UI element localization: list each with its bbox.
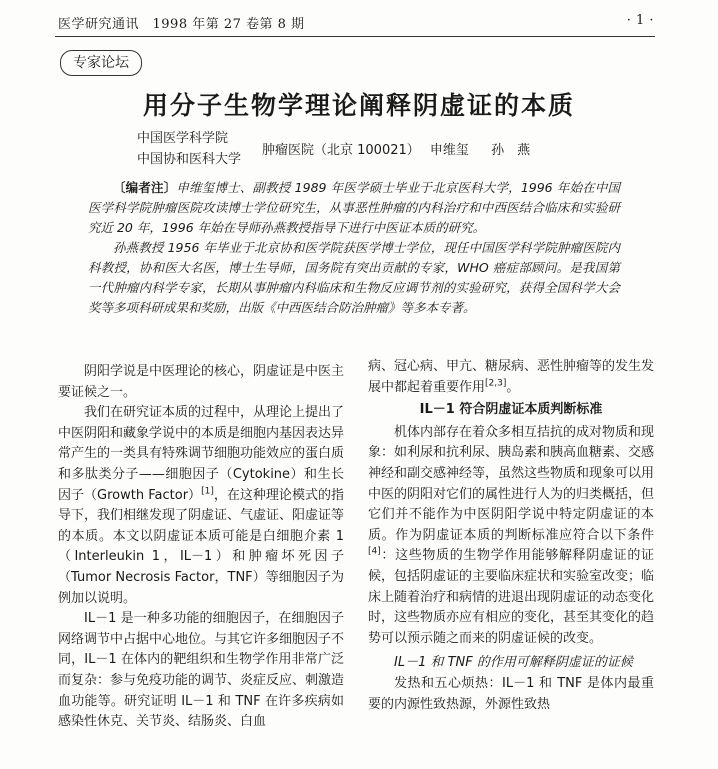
editor-note-label: 〔编者注〕 (113, 180, 177, 195)
editor-note-text-1: 申维玺博士、副教授 1989 年医学硕士毕业于北京医科大学，1996 年始在中国医学科学院肿瘤医院攻读博士学位研究生，从事恶性肿瘤的内科治疗和中西医结合临床和实验研究近 20 年，1996 年始在导师孙燕教授指导下进行中医证本质的研究。 (88, 180, 620, 235)
right-paragraph-3: 发热和五心烦热：IL－1 和 TNF 是体内最重要的内源性致热源，外源性致热 (368, 675, 654, 712)
column-badge: 专家论坛 (60, 50, 142, 76)
left-paragraph-1: 阴阳学说是中医理论的核心，阴虚证是中医主要证候之一。 (58, 364, 345, 400)
left-paragraph-2 (58, 403, 344, 609)
institutions (137, 128, 241, 170)
institution-1: 中国医学科学院 (137, 131, 229, 146)
subheading: IL－1 和 TNF 的作用可解释阴虚证的证候 (394, 655, 633, 671)
left-column (58, 362, 344, 733)
right-paragraph-2 (368, 423, 654, 650)
editor-note-paragraph-2: 孙燕教授 1956 年毕业于北京协和医学院获医学博士学位，现任中国医学科学院肿瘤医院内科教授，协和医大名医，博士生导师，国务院有突出贡献的专家，WHO 癌症部顾问。是我国第一代肿瘤内科学专家，长期从事肿瘤内科临床和生物反应调节剂的实验研究，获得全国科学大会奖等多项科研成果和奖励，出版《中西医结合防治肿瘤》等多本专著。 (88, 240, 620, 315)
right-paragraph-1-end: 。 (506, 379, 520, 395)
citation-4: [4] (368, 547, 381, 558)
right-column (368, 357, 654, 715)
header-rule (55, 36, 655, 37)
author-1: 申维玺 (429, 143, 469, 158)
author-2: 孙 燕 (491, 143, 531, 158)
right-paragraph-1-text: 病、冠心病、甲亢、糖尿病、恶性肿瘤等的发生发展中都起着重要作用 (368, 359, 655, 395)
left-paragraph-2-continued: ，在这种理论模式的指导下，我们相继发现了阴虚证、气虚证、阳虚证等的本质。本文以阴虚证本质可能是白细胞介素 1（Interleukin 1，IL－1）和肿瘤坏死因子（Tumor Necrosis Factor，TNF）等细胞因子为例加以说明。 (58, 487, 345, 606)
citation-1: [1] (201, 486, 214, 497)
editor-note-paragraph-1 (88, 178, 620, 238)
hospital: 肿瘤医院（北京 100021） (262, 143, 420, 158)
institution-2: 中国协和医科大学 (137, 152, 242, 167)
article-title: 用分子生物学理论阐释阴虚证的本质 (142, 91, 575, 120)
section-heading: IL－1 符合阴虚证本质判断标准 (419, 402, 603, 418)
editor-note (88, 178, 620, 318)
left-paragraph-2-text: 我们在研究证本质的过程中，从理论上提出了中医阴阳和藏象学说中的本质是细胞内基因表达异常产生的一类具有特殊调节细胞功能效应的蛋白质和多肽类分子——细胞因子（Cytokine）和生长因子（Growth Factor） (58, 405, 345, 503)
running-header (58, 11, 654, 33)
journal-citation: 医学研究通讯 1998 年第 27 卷第 8 期 (58, 17, 305, 32)
right-paragraph-2-text: 机体内部存在着众多相互拮抗的成对物质和现象：如利尿和抗利尿、胰岛素和胰高血糖素、交感神经和副交感神经等，虽然这些物质和现象可以用中医的阴阳对它们的属性进行人为的归类概括，但它们并不能作为中医阴阳学说中特定阴虚证的本质。作为阴虚证本质的判断标准应符合以下条件 (368, 424, 655, 543)
left-paragraph-3: IL－1 是一种多功能的细胞因子，在细胞因子网络调节中占据中心地位。与其它许多细胞因子不同，IL－1 在体内的靶组织和生物学作用非常广泛而复杂：参与免疫功能的调节、炎症反应、刺激造血功能等。研究证明 IL－1 和 TNF 在许多疾病如感染性休克、关节炎、结肠炎、白血 (58, 611, 345, 730)
right-paragraph-1 (368, 357, 654, 398)
citation-2-3: [2,3] (485, 378, 507, 389)
right-paragraph-2-continued: ：这些物质的生物学作用能够解释阴虚证的证候，包括阴虚证的主要临床症状和实验室改变；临床上随着治疗和病情的进退出现阴虚证的动态变化时，这些物质亦应有相应的变化，甚至其变化的趋势可以预示随之而来的阴虚证候的改变。 (368, 548, 655, 646)
hospital-and-authors (262, 139, 530, 158)
page-number: · 1 · (626, 13, 654, 28)
